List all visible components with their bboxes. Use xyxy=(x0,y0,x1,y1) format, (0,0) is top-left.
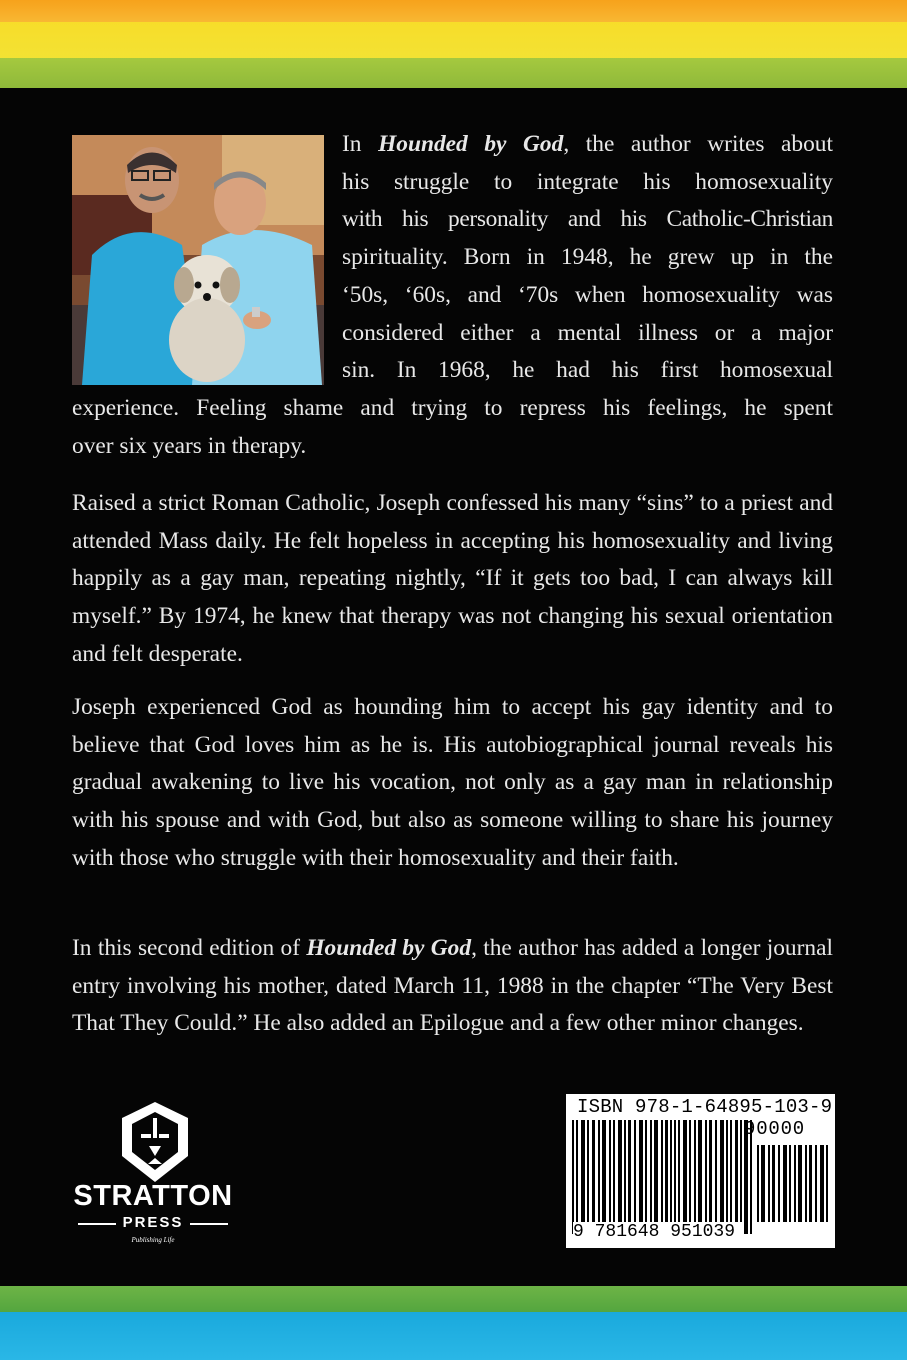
intro-line-5: ‘50s, ‘60s, and ‘70s when homosexuality was xyxy=(342,281,833,308)
author-photo xyxy=(72,135,324,385)
publisher-name: STRATTON xyxy=(73,1180,233,1212)
intro-line-9: over six years in therapy. xyxy=(72,432,307,459)
intro-line-8: experience. Feeling shame and trying to repress his feelings, he spent xyxy=(72,395,833,421)
price-code: 90000 xyxy=(744,1118,806,1140)
intro-line-4: spirituality. Born in 1948, he grew up in the xyxy=(342,244,833,271)
top-stripe-green xyxy=(0,58,907,88)
lion-logo-icon xyxy=(70,1098,240,1188)
intro-line-1: In Hounded by God, the author writes about xyxy=(342,131,833,157)
paragraph-raised-catholic: Raised a strict Roman Catholic, Joseph confessed his many “sins” to a priest and attended Mass daily. He felt hopeless in accepting his homosexuality and living happily as a gay man, repeating nightly, “If it gets too bad, I can always kill myself.” By 1974, he knew that therapy was not changing his sexual orientation and felt desperate. xyxy=(72,490,833,667)
intro-line-2: his struggle to integrate his homosexuality xyxy=(342,168,833,195)
book-title-2: Hounded by God xyxy=(306,935,472,961)
press-rule-right xyxy=(190,1223,228,1225)
intro-line-7: sin. In 1968, he had his first homosexual xyxy=(342,357,833,384)
ean-digits: 9 781648 951039 xyxy=(573,1222,736,1242)
intro-paragraph-top xyxy=(342,126,833,390)
book-title: Hounded by God xyxy=(378,131,564,157)
top-stripe-orange xyxy=(0,0,907,22)
bottom-stripe-green xyxy=(0,1286,907,1312)
intro-line-6: considered either a mental illness or a major xyxy=(342,319,833,346)
publisher-tagline: Publishing Life xyxy=(131,1236,175,1244)
top-stripe-yellow xyxy=(0,22,907,58)
publisher-sub: PRESS xyxy=(122,1214,184,1231)
bottom-stripe-blue xyxy=(0,1312,907,1360)
intro-line-3: with his personality and his Catholic-Christian xyxy=(342,206,833,233)
intro-paragraph-bottom xyxy=(72,390,833,465)
paragraph-hounding: Joseph experienced God as hounding him to accept his gay identity and to believe that God loves him as he is. His autobiographical journal reveals his gradual awakening to live his vocation, not only as a gay man in relationship with his spouse and with God, but also as someone willing to share his journey with those who struggle with their homosexuality and their faith. xyxy=(72,694,833,871)
paragraph-second-edition: In this second edition of Hounded by God, the author has added a longer journal entry involving his mother, dated March 11, 1988 in the chapter “The Very Best That They Could.” He also added an Epilogue and a few other minor changes. xyxy=(72,935,833,1037)
isbn-text: ISBN 978-1-64895-103-9 xyxy=(577,1096,833,1118)
